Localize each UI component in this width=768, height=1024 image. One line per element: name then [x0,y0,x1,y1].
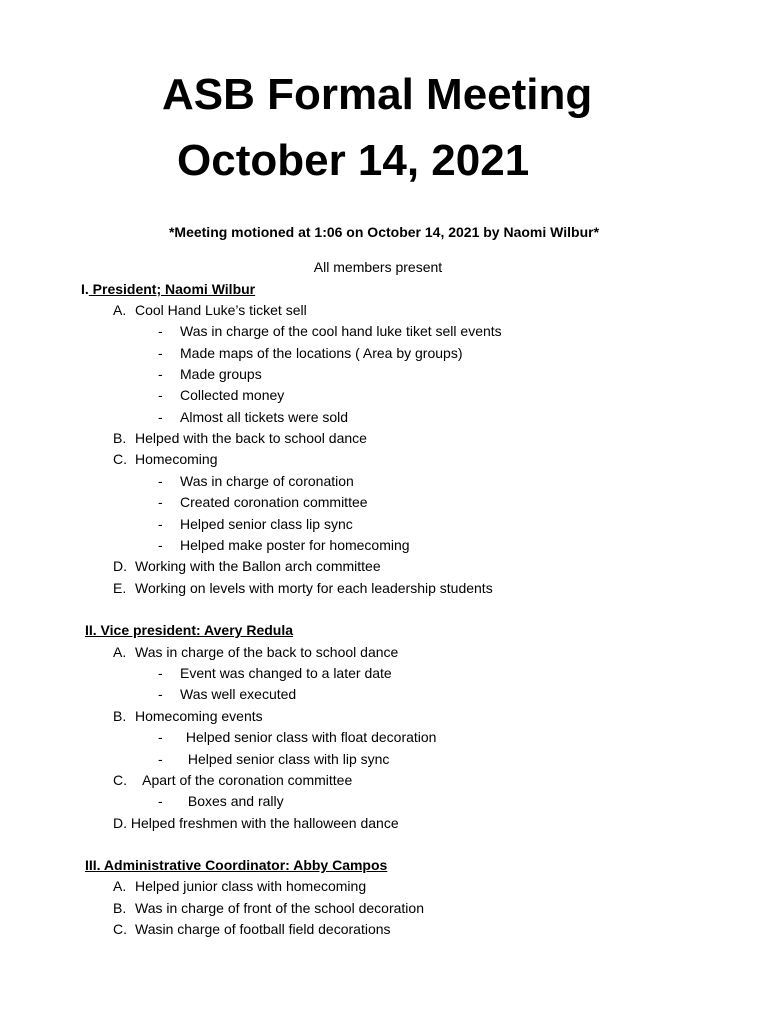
item-text: Helped freshmen with the halloween dance [130,815,399,831]
section-title: III. Administrative Coordinator: Abby Campos [85,857,388,873]
dash-marker: - [158,494,163,510]
dash-marker: - [158,686,163,702]
item-text: Working on levels with morty for each leadership students [135,580,493,596]
sub-item-text: Helped senior class with float decoration [182,729,437,745]
list-item [113,899,424,917]
item-marker: A. [113,644,127,660]
sub-item [158,664,392,682]
item-marker: B. [113,708,127,724]
section-heading [85,621,293,639]
item-text: Cool Hand Luke’s ticket sell [135,302,307,318]
list-item [113,707,263,725]
item-marker: A. [113,302,127,318]
item-marker: C. [113,451,127,467]
item-marker: E. [113,580,127,596]
dash-marker: - [158,387,163,403]
item-marker: B. [113,900,127,916]
sub-item [158,750,389,768]
item-text: Was in charge of the back to school dance [135,644,399,660]
item-text: Helped junior class with homecoming [135,878,367,894]
list-item [113,301,307,319]
sub-item [158,515,353,533]
item-text: Homecoming [135,451,218,467]
item-marker: C. [113,772,127,788]
title-line-1: ASB Formal Meeting [162,70,593,119]
sub-item-text: Almost all tickets were sold [180,409,349,425]
attendance-note: All members present [313,259,443,275]
list-item [113,579,493,597]
sub-item-text: Was in charge of coronation [180,473,354,489]
sub-item-text: Was well executed [180,686,297,702]
sub-item-text: Boxes and rally [184,793,284,809]
section-title: President; Naomi Wilbur [88,281,256,297]
sub-item [158,493,368,511]
section-numeral: I. [81,281,89,297]
dash-marker: - [158,537,163,553]
sub-item [158,386,284,404]
dash-marker: - [158,366,163,382]
dash-marker: - [158,473,163,489]
dash-marker: - [158,665,163,681]
dash-marker: - [158,345,163,361]
section-heading [81,280,255,298]
list-item [113,877,366,895]
motion-note: *Meeting motioned at 1:06 on October 14, 2021 by Naomi Wilbur* [168,224,600,240]
list-item [113,557,381,575]
sub-item [158,365,262,383]
list-item [113,643,398,661]
sub-item [158,792,284,810]
list-item [113,771,352,789]
sub-item-text: Helped senior class with lip sync [184,751,390,767]
item-text: Helped with the back to school dance [135,430,367,446]
list-item [113,814,399,832]
sub-item [158,408,348,426]
dash-marker: - [158,323,163,339]
item-text: Wasin charge of football field decorations [135,921,391,937]
dash-marker: - [158,751,163,767]
sub-item-text: Helped senior class lip sync [180,516,353,532]
item-text: Apart of the coronation committee [139,772,353,788]
section-title: II. Vice president: Avery Redula [85,622,294,638]
item-marker: C. [113,921,127,937]
section-heading [85,856,387,874]
dash-marker: - [158,729,163,745]
sub-item [158,536,410,554]
list-item [113,429,367,447]
item-marker: A. [113,878,127,894]
sub-item [158,685,296,703]
item-text: Working with the Ballon arch committee [135,558,381,574]
item-marker: B. [113,430,127,446]
sub-item [158,472,354,490]
sub-item-text: Helped make poster for homecoming [180,537,410,553]
sub-item-text: Made groups [180,366,262,382]
dash-marker: - [158,793,163,809]
sub-item [158,728,436,746]
item-text: Homecoming events [135,708,263,724]
title-line-2: October 14, 2021 [177,136,530,185]
list-item [113,450,217,468]
sub-item [158,344,462,362]
list-item [113,920,391,938]
dash-marker: - [158,409,163,425]
sub-item-text: Event was changed to a later date [180,665,392,681]
sub-item-text: Was in charge of the cool hand luke tiket sell events [180,323,502,339]
sub-item [158,322,502,340]
sub-item-text: Created coronation committee [180,494,368,510]
item-marker: D. [113,558,127,574]
sub-item-text: Collected money [180,387,285,403]
item-marker: D. [113,815,127,831]
dash-marker: - [158,516,163,532]
sub-item-text: Made maps of the locations ( Area by groups) [180,345,463,361]
item-text: Was in charge of front of the school decoration [135,900,424,916]
